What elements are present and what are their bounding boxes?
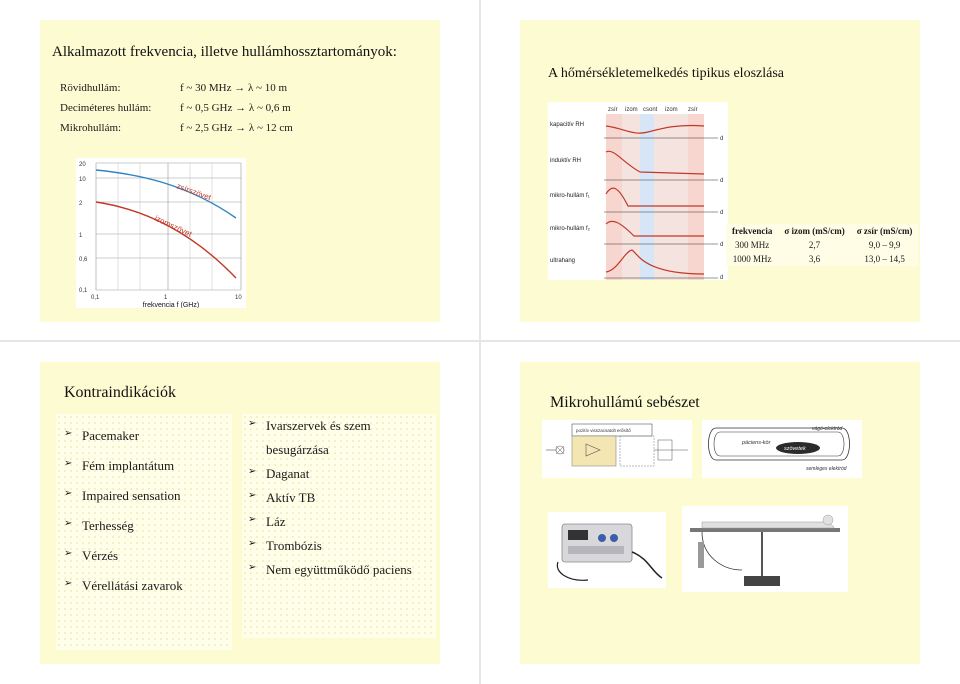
list-item <box>248 562 412 578</box>
arrow-bullet-icon: ➢ <box>248 418 257 429</box>
neutral-electrode-label: semleges elektród <box>806 466 847 472</box>
contraindication-list-left <box>64 428 183 594</box>
arrow-bullet-icon: ➢ <box>248 538 257 549</box>
ytick: 10 <box>79 177 86 183</box>
muscle-curve-label: izomszövet <box>153 213 194 239</box>
ytick: 2 <box>79 201 83 207</box>
arrow-bullet-icon: ➢ <box>248 490 257 501</box>
arrow-bullet-icon: ➢ <box>64 578 73 589</box>
table-row <box>726 252 918 266</box>
horizontal-divider <box>0 340 960 342</box>
ytick: 0,1 <box>79 288 88 294</box>
contraindication-list-right <box>248 418 412 578</box>
conductivity-table <box>726 224 918 266</box>
slide1-title: Alkalmazott frekvencia, illetve hullámhossztartományok: <box>52 44 397 60</box>
vertical-divider <box>479 0 481 684</box>
ytick: 1 <box>79 233 83 239</box>
circuit-schematic <box>542 420 692 478</box>
slide-microwave-surgery <box>520 362 920 664</box>
tissue-header: zsír <box>608 107 618 113</box>
axis-d: d <box>720 178 724 184</box>
col-header: σ izom (mS/cm) <box>784 226 845 236</box>
list-item-text: besugárzása <box>266 442 329 457</box>
arrow-bullet-icon: ➢ <box>64 548 73 559</box>
row-value: f ~ 0,5 GHz → λ ~ 0,6 m <box>180 102 291 114</box>
table-cell: 1000 MHz <box>732 254 772 264</box>
list-item <box>64 458 183 474</box>
list-item <box>64 578 183 594</box>
list-item-text: Nem együttműködő paciens <box>266 562 412 577</box>
slide-contraindications <box>40 362 440 664</box>
table-cell: 3,6 <box>808 254 821 264</box>
list-item <box>64 518 183 534</box>
penetration-depth-chart <box>76 158 246 308</box>
xtick: 1 <box>164 295 168 301</box>
list-item-text: Terhesség <box>82 518 134 533</box>
row-label: Rövidhullám: <box>60 82 121 94</box>
operating-table-image <box>682 506 848 592</box>
slide2-title: A hőmérsékletemelkedés tipikus eloszlása <box>548 66 784 81</box>
list-item-text: Pacemaker <box>82 428 140 443</box>
electrosurgical-unit-image <box>548 512 666 588</box>
ytick: 0,6 <box>79 257 88 263</box>
slide3-title: Kontraindikációk <box>64 384 176 401</box>
fat-curve-label: zsírszövet <box>175 181 213 203</box>
table-cell: 13,0 – 14,5 <box>864 254 905 264</box>
list-item <box>248 418 412 434</box>
arrow-bullet-icon: ➢ <box>248 466 257 477</box>
row-label-microwave2: mikro-hullám f₂ <box>550 226 591 232</box>
xtick: 0,1 <box>91 295 100 301</box>
list-item <box>248 466 412 482</box>
axis-d: d <box>720 275 724 280</box>
axis-d: d <box>720 210 724 216</box>
table-cell: 2,7 <box>808 240 821 250</box>
list-item-text: Daganat <box>266 466 310 481</box>
list-item <box>248 514 412 530</box>
tissue-header: izom <box>625 107 638 113</box>
axis-d: d <box>720 242 724 248</box>
arrow-bullet-icon: ➢ <box>248 514 257 525</box>
row-label-capacitive: kapacitív RH <box>550 122 585 128</box>
list-item <box>64 548 183 564</box>
list-item-text: Láz <box>266 514 286 529</box>
slide-temperature-distribution <box>520 20 920 322</box>
row-label-ultrasound: ultrahang <box>550 258 576 264</box>
tissue-header: zsír <box>688 107 698 113</box>
col-header: σ zsír (mS/cm) <box>856 226 913 236</box>
arrow-bullet-icon: ➢ <box>64 518 73 529</box>
axis-d: d <box>720 136 724 142</box>
slide4-title: Mikrohullámú sebészet <box>550 394 700 411</box>
list-item-text: Ivarszervek és szem <box>266 418 371 433</box>
row-value: f ~ 30 MHz → λ ~ 10 m <box>180 82 288 94</box>
cutting-electrode-label: vágó-elektród <box>812 426 843 432</box>
arrow-bullet-icon: ➢ <box>64 488 73 499</box>
xtick: 10 <box>235 295 242 301</box>
row-label-microwave1: mikro-hullám f₁ <box>550 193 590 199</box>
list-item-text: Vérellátási zavarok <box>82 578 183 593</box>
tissue-label: szövetek <box>784 446 806 452</box>
row-label: Deciméteres hullám: <box>60 102 152 114</box>
list-item-text: Trombózis <box>266 538 322 553</box>
x-axis-label: frekvencia f (GHz) <box>142 302 200 308</box>
slide-frequency-ranges <box>40 20 440 322</box>
list-item-continued <box>248 442 412 458</box>
patient-circuit-label: páciens-kör <box>742 440 771 446</box>
row-value: f ~ 2,5 GHz → λ ~ 12 cm <box>180 122 293 134</box>
list-item-text: Aktív TB <box>266 490 316 505</box>
table-cell: 300 MHz <box>735 240 770 250</box>
ytick: 20 <box>79 162 86 168</box>
arrow-bullet-icon: ➢ <box>64 458 73 469</box>
table-cell: 9,0 – 9,9 <box>868 240 901 250</box>
list-item-text: Impaired sensation <box>82 488 181 503</box>
row-label-inductive: induktív RH <box>550 158 582 164</box>
patient-circuit-diagram <box>702 420 862 478</box>
col-header: frekvencia <box>732 226 773 236</box>
table-row <box>726 238 918 252</box>
list-item <box>64 488 183 504</box>
arrow-bullet-icon: ➢ <box>64 428 73 439</box>
arrow-bullet-icon: ➢ <box>248 562 257 573</box>
tissue-header: csont <box>643 107 658 113</box>
list-item-text: Vérzés <box>82 548 119 563</box>
tissue-header: izom <box>665 107 678 113</box>
list-item <box>64 428 183 444</box>
row-label: Mikrohullám: <box>60 122 122 134</box>
amplifier-label: pozitív visszacsatolt erősítő <box>576 428 631 433</box>
list-item <box>248 490 412 506</box>
list-item <box>248 538 412 554</box>
list-item-text: Fém implantátum <box>82 458 175 473</box>
temperature-profile-diagram <box>548 102 728 280</box>
